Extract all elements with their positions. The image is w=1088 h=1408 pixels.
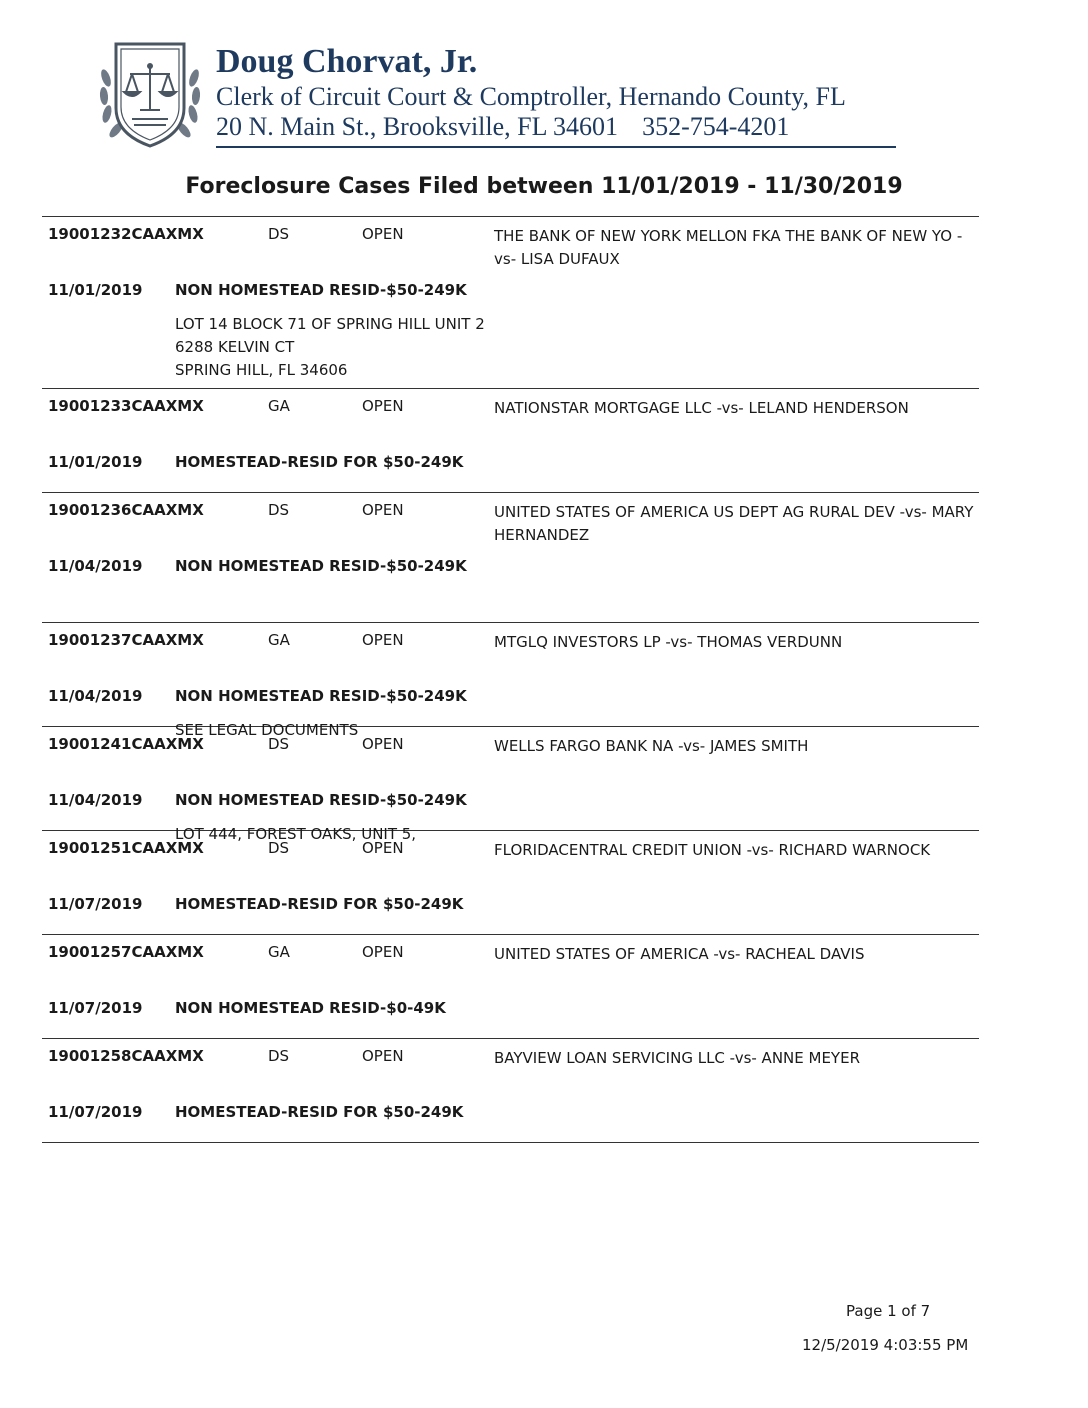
page-number: Page 1 of 7 bbox=[846, 1302, 931, 1320]
case-number: 19001237CAAXMX bbox=[48, 631, 204, 649]
case-type: HOMESTEAD-RESID FOR $50-249K bbox=[175, 1103, 464, 1121]
judge-code: DS bbox=[268, 1047, 290, 1065]
case-number: 19001257CAAXMX bbox=[48, 943, 204, 961]
description-line: LOT 444, FOREST OAKS, UNIT 5, bbox=[175, 825, 417, 843]
filed-date: 11/04/2019 bbox=[48, 687, 143, 705]
case-parties: UNITED STATES OF AMERICA US DEPT AG RURAL DEV -vs- MARY HERNANDEZ bbox=[494, 503, 974, 544]
case-type: HOMESTEAD-RESID FOR $50-249K bbox=[175, 453, 464, 471]
clerk-contact bbox=[216, 112, 846, 142]
case-row bbox=[42, 831, 979, 935]
judge-code: GA bbox=[268, 631, 290, 649]
filed-date: 11/04/2019 bbox=[48, 791, 143, 809]
case-parties: THE BANK OF NEW YORK MELLON FKA THE BANK OF NEW YO -vs- LISA DUFAUX bbox=[494, 227, 963, 268]
description-line: LOT 14 BLOCK 71 OF SPRING HILL UNIT 2 bbox=[175, 315, 485, 333]
case-parties: MTGLQ INVESTORS LP -vs- THOMAS VERDUNN bbox=[494, 633, 843, 651]
judge-code: DS bbox=[268, 735, 290, 753]
case-type: NON HOMESTEAD RESID-$50-249K bbox=[175, 281, 467, 299]
case-status: OPEN bbox=[362, 943, 404, 961]
case-parties: NATIONSTAR MORTGAGE LLC -vs- LELAND HENDERSON bbox=[494, 399, 909, 417]
case-row bbox=[42, 217, 979, 389]
case-type: NON HOMESTEAD RESID-$50-249K bbox=[175, 791, 467, 809]
judge-code: GA bbox=[268, 943, 290, 961]
judge-code: DS bbox=[268, 839, 290, 857]
filed-date: 11/01/2019 bbox=[48, 453, 143, 471]
clerk-seal-icon bbox=[98, 38, 202, 150]
case-type: HOMESTEAD-RESID FOR $50-249K bbox=[175, 895, 464, 913]
case-number: 19001236CAAXMX bbox=[48, 501, 204, 519]
clerk-office: Clerk of Circuit Court & Comptroller, Hernando County, FL bbox=[216, 82, 846, 111]
case-row bbox=[42, 727, 979, 843]
case-list bbox=[42, 216, 979, 1143]
case-parties: WELLS FARGO BANK NA -vs- JAMES SMITH bbox=[494, 737, 809, 755]
case-row bbox=[42, 389, 979, 493]
case-status: OPEN bbox=[362, 1047, 404, 1065]
judge-code: DS bbox=[268, 225, 290, 243]
case-number: 19001258CAAXMX bbox=[48, 1047, 204, 1065]
clerk-phone: 352-754-4201 bbox=[642, 112, 790, 141]
letterhead bbox=[98, 38, 898, 150]
clerk-name: Doug Chorvat, Jr. bbox=[216, 43, 478, 80]
letterhead-text bbox=[216, 42, 846, 142]
filed-date: 11/04/2019 bbox=[48, 557, 143, 575]
case-status: OPEN bbox=[362, 735, 404, 753]
case-row bbox=[42, 493, 979, 623]
judge-code: DS bbox=[268, 501, 290, 519]
case-status: OPEN bbox=[362, 631, 404, 649]
case-number: 19001232CAAXMX bbox=[48, 225, 204, 243]
report-title: Foreclosure Cases Filed between 11/01/2019 - 11/30/2019 bbox=[185, 174, 903, 199]
property-description bbox=[175, 313, 485, 382]
case-type: NON HOMESTEAD RESID-$50-249K bbox=[175, 557, 467, 575]
report-timestamp: 12/5/2019 4:03:55 PM bbox=[802, 1336, 969, 1354]
case-row bbox=[42, 623, 979, 739]
filed-date: 11/07/2019 bbox=[48, 999, 143, 1017]
case-row bbox=[42, 935, 979, 1039]
case-row bbox=[42, 1039, 979, 1143]
case-type: NON HOMESTEAD RESID-$50-249K bbox=[175, 687, 467, 705]
case-number: 19001251CAAXMX bbox=[48, 839, 204, 857]
filed-date: 11/07/2019 bbox=[48, 895, 143, 913]
description-line: 6288 KELVIN CT bbox=[175, 338, 295, 356]
case-status: OPEN bbox=[362, 839, 404, 857]
case-status: OPEN bbox=[362, 501, 404, 519]
case-parties: UNITED STATES OF AMERICA -vs- RACHEAL DAVIS bbox=[494, 945, 865, 963]
letterhead-rule bbox=[216, 146, 896, 148]
filed-date: 11/07/2019 bbox=[48, 1103, 143, 1121]
filed-date: 11/01/2019 bbox=[48, 281, 143, 299]
case-parties: BAYVIEW LOAN SERVICING LLC -vs- ANNE MEYER bbox=[494, 1049, 860, 1067]
case-number: 19001241CAAXMX bbox=[48, 735, 204, 753]
case-parties: FLORIDACENTRAL CREDIT UNION -vs- RICHARD WARNOCK bbox=[494, 841, 931, 859]
case-status: OPEN bbox=[362, 397, 404, 415]
description-line: SPRING HILL, FL 34606 bbox=[175, 361, 348, 379]
description-line: SEE LEGAL DOCUMENTS bbox=[175, 721, 359, 739]
case-number: 19001233CAAXMX bbox=[48, 397, 204, 415]
judge-code: GA bbox=[268, 397, 290, 415]
clerk-address: 20 N. Main St., Brooksville, FL 34601 bbox=[216, 112, 619, 141]
case-type: NON HOMESTEAD RESID-$0-49K bbox=[175, 999, 446, 1017]
case-status: OPEN bbox=[362, 225, 404, 243]
